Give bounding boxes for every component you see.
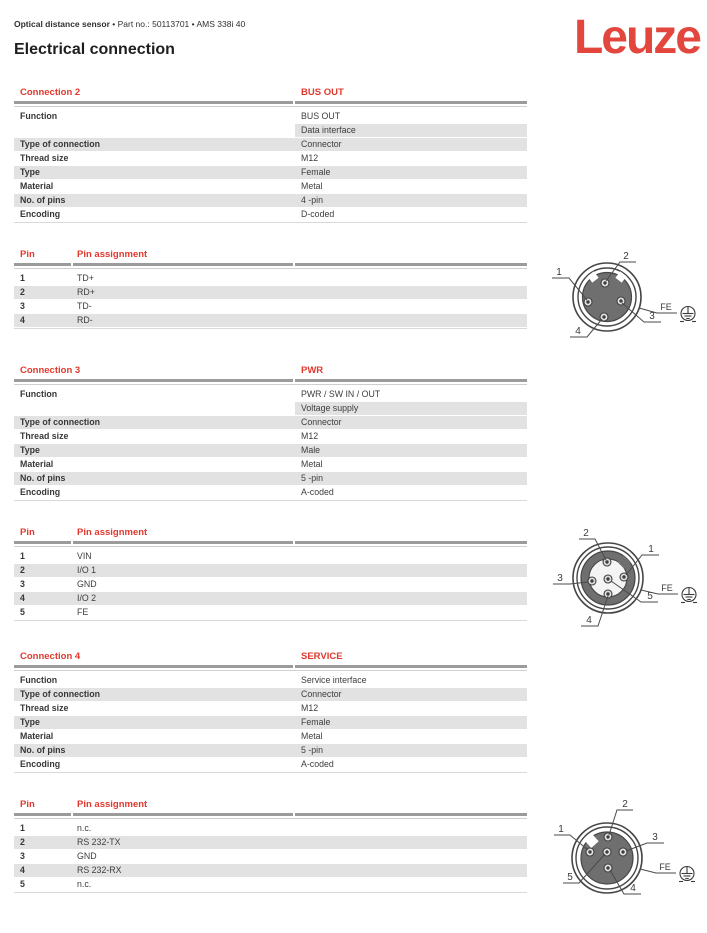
spec-label: Thread size xyxy=(14,702,295,716)
spec-label: Encoding xyxy=(14,758,295,772)
earth-ground-icon xyxy=(679,867,695,882)
spec-value: Metal xyxy=(295,458,527,472)
pin-number: 3 xyxy=(20,579,25,589)
spec-table xyxy=(14,388,527,500)
interface-name: SERVICE xyxy=(301,651,343,662)
spec-value: BUS OUT xyxy=(295,110,527,124)
pin-number: 5 xyxy=(20,607,25,617)
header-rule xyxy=(14,101,527,107)
fe-label: FE xyxy=(660,302,672,312)
spec-row xyxy=(14,416,527,430)
pin-signal: TD+ xyxy=(77,273,94,283)
spec-label: Material xyxy=(14,180,295,194)
spec-value: Data interface xyxy=(295,124,527,138)
pin-col-header: Pin xyxy=(20,249,35,260)
header-rule xyxy=(14,263,527,269)
spec-row xyxy=(14,152,527,166)
spec-value: A-coded xyxy=(295,486,527,500)
pin-row xyxy=(14,822,527,836)
pin-label-2: 2 xyxy=(622,799,628,810)
spec-value: Connector xyxy=(295,416,527,430)
fe-label: FE xyxy=(659,862,671,872)
spec-value: M12 xyxy=(295,702,527,716)
pin-table xyxy=(14,550,527,620)
spec-row xyxy=(14,472,527,486)
pin-table-header xyxy=(14,799,527,813)
section-title: Connection 4 xyxy=(20,651,81,662)
pin-label-4: 4 xyxy=(575,326,581,337)
pin-row xyxy=(14,300,527,314)
pin-label-3: 3 xyxy=(649,311,655,322)
earth-ground-icon xyxy=(680,307,696,322)
spec-value: PWR / SW IN / OUT xyxy=(295,388,527,402)
spec-label: Material xyxy=(14,730,295,744)
spec-label: No. of pins xyxy=(14,472,295,486)
table-bottom-rule xyxy=(14,620,527,621)
section-header xyxy=(14,87,527,101)
pin-row xyxy=(14,286,527,300)
spec-value: M12 xyxy=(295,430,527,444)
spec-row xyxy=(14,166,527,180)
spec-label: No. of pins xyxy=(14,194,295,208)
pin-number: 4 xyxy=(20,593,25,603)
pin-label-1: 1 xyxy=(558,824,564,835)
spec-label: Type of connection xyxy=(14,688,295,702)
spec-label: Function xyxy=(14,674,295,688)
spec-value: Female xyxy=(295,716,527,730)
pin-signal: VIN xyxy=(77,551,92,561)
pin-row xyxy=(14,550,527,564)
product-name: Optical distance sensor xyxy=(14,19,110,29)
section-title: Connection 3 xyxy=(20,365,81,376)
pin-col-header: Pin xyxy=(20,799,35,810)
pin-row xyxy=(14,592,527,606)
pin-signal: I/O 2 xyxy=(77,593,97,603)
pin-signal: I/O 1 xyxy=(77,565,97,575)
spec-label: Encoding xyxy=(14,486,295,500)
spec-value: A-coded xyxy=(295,758,527,772)
spec-value: Metal xyxy=(295,180,527,194)
leuze-logo: Leuze xyxy=(573,11,700,64)
pin-row xyxy=(14,606,527,620)
pin-signal: RS 232-RX xyxy=(77,865,122,875)
pin-label-4: 4 xyxy=(586,615,592,626)
table-bottom-rule xyxy=(14,772,527,773)
pin-signal: RD- xyxy=(77,315,93,325)
spec-label: Type of connection xyxy=(14,416,295,430)
spec-label: Type of connection xyxy=(14,138,295,152)
fe-label: FE xyxy=(661,583,673,593)
pin-number: 3 xyxy=(20,301,25,311)
pin-number: 4 xyxy=(20,865,25,875)
pin-signal: n.c. xyxy=(77,879,92,889)
table-bottom-rule xyxy=(14,328,527,329)
pin-label-3: 3 xyxy=(557,573,563,584)
spec-row xyxy=(14,124,527,138)
interface-name: BUS OUT xyxy=(301,87,344,98)
section-title: Connection 2 xyxy=(20,87,81,98)
spec-value: Metal xyxy=(295,730,527,744)
spec-value: D-coded xyxy=(295,208,527,222)
spec-label: Type xyxy=(14,166,295,180)
spec-table xyxy=(14,674,527,772)
interface-name: PWR xyxy=(301,365,324,376)
spec-value: 5 -pin xyxy=(295,472,527,486)
pin-number: 1 xyxy=(20,551,25,561)
spec-row xyxy=(14,758,527,772)
pin-table-header xyxy=(14,527,527,541)
spec-row xyxy=(14,702,527,716)
pin-number: 1 xyxy=(20,823,25,833)
spec-label: Type xyxy=(14,716,295,730)
header-rule xyxy=(14,813,527,819)
pin-number: 1 xyxy=(20,273,25,283)
earth-ground-icon xyxy=(681,588,697,603)
spec-label: Encoding xyxy=(14,208,295,222)
pin-table-header xyxy=(14,249,527,263)
spec-row xyxy=(14,110,527,124)
section-header xyxy=(14,651,527,665)
pin-row xyxy=(14,578,527,592)
table-bottom-rule xyxy=(14,892,527,893)
table-bottom-rule xyxy=(14,500,527,501)
spec-row xyxy=(14,208,527,222)
spec-value: Service interface xyxy=(295,674,527,688)
connection-3-section xyxy=(14,365,527,621)
spec-row xyxy=(14,444,527,458)
table-bottom-rule xyxy=(14,222,527,223)
spec-value: Connector xyxy=(295,138,527,152)
connector-diagram-service xyxy=(548,795,707,918)
spec-row xyxy=(14,674,527,688)
pin-signal: n.c. xyxy=(77,823,92,833)
pin-label-5: 5 xyxy=(567,872,573,883)
pin-label-1: 1 xyxy=(556,267,562,278)
doc-meta xyxy=(14,19,245,29)
pin-row xyxy=(14,314,527,328)
spec-label: Function xyxy=(14,388,295,402)
spec-row xyxy=(14,430,527,444)
pin-number: 2 xyxy=(20,837,25,847)
spec-value: Connector xyxy=(295,688,527,702)
header-rule xyxy=(14,541,527,547)
section-header xyxy=(14,365,527,379)
pin-signal: RS 232-TX xyxy=(77,837,121,847)
connector-diagram-bus-out xyxy=(550,246,705,351)
spec-table xyxy=(14,110,527,222)
pin-col-header: Pin xyxy=(20,527,35,538)
spec-row xyxy=(14,688,527,702)
pin-label-5: 5 xyxy=(647,591,653,602)
pin-row xyxy=(14,850,527,864)
spec-label: Thread size xyxy=(14,430,295,444)
spec-row xyxy=(14,716,527,730)
spec-label: Material xyxy=(14,458,295,472)
header-rule xyxy=(14,665,527,671)
spec-row xyxy=(14,388,527,402)
spec-row xyxy=(14,458,527,472)
spec-row xyxy=(14,486,527,500)
pin-signal: GND xyxy=(77,579,97,589)
page-title: Electrical connection xyxy=(14,41,175,58)
pin-number: 2 xyxy=(20,565,25,575)
pin-label-3: 3 xyxy=(652,832,658,843)
pin-table xyxy=(14,822,527,892)
pin-row xyxy=(14,836,527,850)
assignment-col-header: Pin assignment xyxy=(77,249,148,260)
spec-row xyxy=(14,194,527,208)
spec-row xyxy=(14,180,527,194)
spec-label: Function xyxy=(14,110,295,124)
spec-label xyxy=(14,402,295,416)
pin-signal: TD- xyxy=(77,301,92,311)
spec-label: No. of pins xyxy=(14,744,295,758)
spec-row xyxy=(14,402,527,416)
pin-signal: GND xyxy=(77,851,97,861)
pin-label-4: 4 xyxy=(630,883,636,894)
part-info: • Part no.: 50113701 • AMS 338i 40 xyxy=(109,19,246,29)
spec-value: Male xyxy=(295,444,527,458)
pin-label-2: 2 xyxy=(623,251,629,262)
spec-value: M12 xyxy=(295,152,527,166)
spec-row xyxy=(14,138,527,152)
spec-label: Type xyxy=(14,444,295,458)
assignment-col-header: Pin assignment xyxy=(77,799,148,810)
pin-number: 4 xyxy=(20,315,25,325)
pin-signal: FE xyxy=(77,607,89,617)
connection-4-section xyxy=(14,651,527,893)
pin-number: 5 xyxy=(20,879,25,889)
spec-row xyxy=(14,744,527,758)
spec-label: Thread size xyxy=(14,152,295,166)
pin-row xyxy=(14,564,527,578)
pin-table xyxy=(14,272,527,328)
pin-row xyxy=(14,878,527,892)
pin-row xyxy=(14,272,527,286)
pin-label-1: 1 xyxy=(648,544,654,555)
pin-number: 2 xyxy=(20,287,25,297)
pin-number: 3 xyxy=(20,851,25,861)
header-rule xyxy=(14,379,527,385)
spec-value: Voltage supply xyxy=(295,402,527,416)
spec-value: 5 -pin xyxy=(295,744,527,758)
spec-label xyxy=(14,124,295,138)
pin-label-2: 2 xyxy=(583,528,589,539)
spec-row xyxy=(14,730,527,744)
assignment-col-header: Pin assignment xyxy=(77,527,148,538)
spec-value: 4 -pin xyxy=(295,194,527,208)
spec-value: Female xyxy=(295,166,527,180)
connection-2-section xyxy=(14,87,527,329)
pin-row xyxy=(14,864,527,878)
pin-signal: RD+ xyxy=(77,287,95,297)
connector-diagram-pwr xyxy=(548,524,707,641)
